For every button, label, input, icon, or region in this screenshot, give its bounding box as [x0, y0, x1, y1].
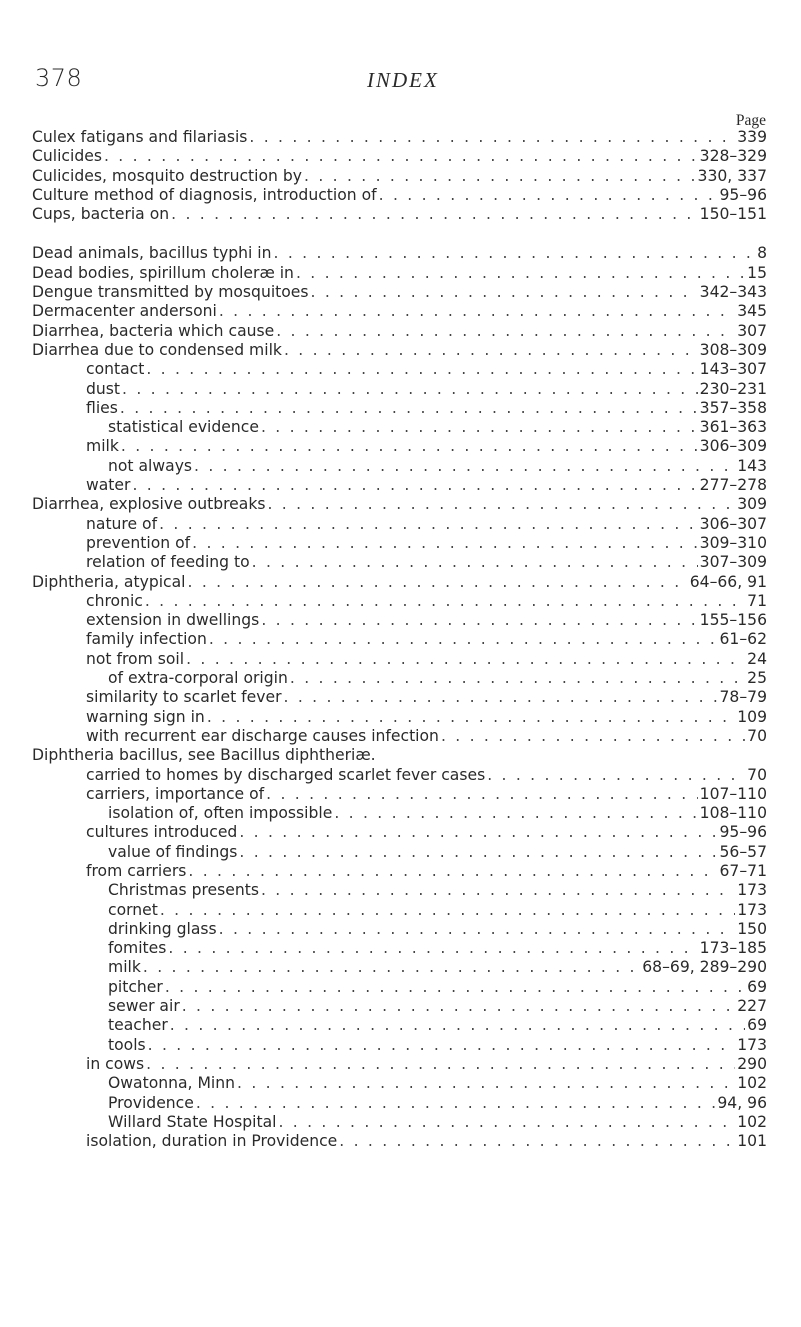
entry-page-reference: 24: [747, 649, 767, 668]
entry-page-reference: 339: [737, 128, 767, 146]
entry-label: Christmas presents: [108, 881, 259, 900]
entry-label: similarity to scarlet fever: [86, 688, 282, 707]
dot-leader: [249, 128, 735, 147]
entry-label: Culex fatigans and filariasis: [32, 128, 248, 146]
dot-leader: [196, 1094, 716, 1113]
entry-page-reference: 277–278: [699, 476, 767, 495]
index-entry: [32, 843, 767, 862]
dot-leader: [311, 283, 698, 302]
dot-leader: [207, 708, 735, 727]
index-entry: [32, 128, 767, 147]
index-entry: [32, 1055, 767, 1074]
dot-leader: [121, 437, 698, 456]
index-entry: [32, 573, 767, 592]
dot-leader: [132, 476, 697, 495]
index-entry: [32, 186, 767, 205]
entry-page-reference: 309–310: [699, 533, 767, 552]
page-number: 378: [35, 64, 83, 92]
entry-page-reference: 230–231: [699, 379, 767, 398]
index-entry: [32, 1132, 767, 1151]
entry-label: carriers, importance of: [86, 784, 265, 803]
entry-label: Willard State Hospital: [108, 1112, 277, 1131]
entry-label: milk: [108, 958, 141, 977]
dot-leader: [104, 147, 698, 166]
index-entry: [32, 901, 767, 920]
dot-leader: [261, 881, 735, 900]
page-column-heading: Page: [735, 112, 766, 129]
entry-label: Diarrhea due to condensed milk: [32, 340, 282, 359]
index-entry: [32, 978, 767, 997]
entry-label: flies: [86, 398, 118, 417]
index-entry: [32, 205, 767, 224]
index-entry: [32, 244, 767, 263]
entry-label: family infection: [86, 630, 207, 649]
entry-page-reference: 95–96: [719, 823, 767, 842]
dot-leader: [487, 766, 745, 785]
entry-page-reference: 173: [737, 900, 767, 919]
dot-leader: [239, 823, 717, 842]
entry-page-reference: 94, 96: [717, 1093, 767, 1112]
dot-leader: [219, 302, 735, 321]
dot-leader: [165, 978, 745, 997]
entry-page-reference: 143–307: [699, 360, 767, 379]
entry-page-reference: 109: [737, 707, 767, 726]
entry-page-reference: 143: [737, 456, 767, 475]
index-entry: [32, 360, 767, 379]
index-entry: [32, 650, 767, 669]
index-entry: [32, 669, 767, 688]
index-entry: [32, 958, 767, 977]
index-entry: [32, 147, 767, 166]
dot-leader: [334, 804, 697, 823]
dot-leader: [145, 592, 745, 611]
entry-page-reference: 64–66, 91: [689, 572, 767, 591]
entry-page-reference: 290: [737, 1054, 767, 1073]
index-entry: [32, 1016, 767, 1035]
index-entry: [32, 495, 767, 514]
dot-leader: [148, 1036, 736, 1055]
entry-label: dust: [86, 379, 121, 398]
index-entry: [32, 322, 767, 341]
index-entry: [32, 1094, 767, 1113]
dot-leader: [261, 611, 697, 630]
entry-label: relation of feeding to: [86, 553, 250, 572]
index-entry: [32, 283, 767, 302]
dot-leader: [209, 630, 718, 649]
dot-leader: [274, 244, 756, 263]
dot-leader: [239, 843, 717, 862]
entry-label: isolation of, often impossible: [108, 804, 333, 823]
entry-page-reference: 150: [737, 919, 767, 938]
index-entry: [32, 302, 767, 321]
entry-label: Providence: [108, 1093, 194, 1112]
entry-page-reference: 25: [747, 669, 767, 688]
entry-page-reference: 342–343: [699, 283, 767, 302]
dot-leader: [122, 380, 698, 399]
dot-leader: [267, 495, 735, 514]
entry-page-reference: 78–79: [719, 688, 767, 707]
dot-leader: [261, 418, 698, 437]
entry-label: Owatonna, Minn: [108, 1074, 236, 1093]
entry-label: Culture method of diagnosis, introduction of: [32, 185, 377, 204]
index-entry: [32, 881, 767, 900]
dot-leader: [296, 264, 745, 283]
entry-label: Diphtheria, atypical: [32, 572, 186, 591]
entry-page-reference: 308–309: [699, 340, 767, 359]
dot-leader: [219, 920, 736, 939]
entry-label: warning sign in: [86, 707, 205, 726]
entry-page-reference: 15: [747, 263, 767, 282]
entry-page-reference: 155–156: [699, 611, 767, 630]
entry-page-reference: 328–329: [699, 147, 767, 166]
index-entry: [32, 804, 767, 823]
dot-leader: [441, 727, 745, 746]
entry-page-reference: 330, 337: [697, 166, 767, 185]
dot-leader: [284, 341, 698, 360]
entry-page-reference: 306–307: [699, 514, 767, 533]
dot-leader: [276, 322, 735, 341]
entry-label: milk: [86, 437, 119, 456]
entry-page-reference: 173–185: [699, 939, 767, 958]
index-entry: [32, 399, 767, 418]
entry-label: Dengue transmitted by mosquitoes: [32, 283, 309, 302]
dot-leader: [146, 360, 697, 379]
index-entry: [32, 688, 767, 707]
entry-page-reference: 108–110: [699, 804, 767, 823]
entry-page-reference: 70: [747, 765, 767, 784]
dot-leader: [304, 167, 696, 186]
dot-leader: [194, 457, 735, 476]
dot-leader: [159, 515, 698, 534]
dot-leader: [143, 958, 640, 977]
dot-leader: [188, 862, 717, 881]
index-entry: [32, 1074, 767, 1093]
index-entry: [32, 515, 767, 534]
index-entry: [32, 341, 767, 360]
dot-leader: [120, 399, 698, 418]
dot-leader: [146, 1055, 735, 1074]
entry-label: extension in dwellings: [86, 611, 260, 630]
index-entry: [32, 746, 767, 765]
index-entry: [32, 437, 767, 456]
index-entry: [32, 457, 767, 476]
entry-label: Culicides: [32, 147, 102, 166]
entry-label: Dead animals, bacillus typhi in: [32, 244, 272, 263]
entry-page-reference: 102: [737, 1112, 767, 1131]
entry-page-reference: 68–69, 289–290: [642, 958, 767, 977]
entry-label: value of findings: [108, 842, 238, 861]
entry-page-reference: 67–71: [719, 861, 767, 880]
entry-label: in cows: [86, 1054, 145, 1073]
index-entry: [32, 1036, 767, 1055]
entry-label: isolation, duration in Providence: [86, 1132, 338, 1151]
index-entry: [32, 997, 767, 1016]
entry-label: Diarrhea, bacteria which cause: [32, 321, 275, 340]
index-entry: [32, 708, 767, 727]
entry-label: carried to homes by discharged scarlet fever cases: [86, 765, 486, 784]
index-entry: [32, 1113, 767, 1132]
entry-page-reference: 307–309: [699, 553, 767, 572]
entry-page-reference: 309: [737, 495, 767, 514]
dot-leader: [192, 534, 698, 553]
page-title: INDEX: [367, 68, 439, 92]
index-entry: [32, 553, 767, 572]
dot-leader: [379, 186, 718, 205]
entry-page-reference: 306–309: [699, 437, 767, 456]
index-entry: [32, 418, 767, 437]
entry-page-reference: 61–62: [719, 630, 767, 649]
entry-label: contact: [86, 360, 145, 379]
index-entry: [32, 785, 767, 804]
entry-label: Dermacenter andersoni: [32, 302, 217, 321]
entry-page-reference: 361–363: [699, 418, 767, 437]
index-entry: [32, 264, 767, 283]
dot-leader: [160, 901, 735, 920]
entry-page-reference: 345: [737, 302, 767, 321]
group-gap: [32, 224, 767, 244]
index-entry: [32, 611, 767, 630]
entry-label: prevention of: [86, 533, 191, 552]
dot-leader: [266, 785, 698, 804]
entry-label: not from soil: [86, 649, 185, 668]
index-entry: [32, 380, 767, 399]
dot-leader: [284, 688, 718, 707]
index-entries: [32, 128, 767, 1151]
index-entry: [32, 534, 767, 553]
index-entry: [32, 823, 767, 842]
entry-label: cornet: [108, 900, 158, 919]
index-entry: [32, 939, 767, 958]
dot-leader: [171, 205, 698, 224]
entry-page-reference: 227: [737, 997, 767, 1016]
entry-label: pitcher: [108, 977, 163, 996]
index-entry: [32, 476, 767, 495]
dot-leader: [290, 669, 745, 688]
index-entry: [32, 727, 767, 746]
entry-label: tools: [108, 1035, 146, 1054]
entry-label: Cups, bacteria on: [32, 205, 170, 224]
index-entry: [32, 862, 767, 881]
entry-label: Dead bodies, spirillum choleræ in: [32, 263, 294, 282]
entry-page-reference: 95–96: [719, 185, 767, 204]
dot-leader: [170, 1016, 745, 1035]
entry-page-reference: 70: [747, 726, 767, 745]
entry-label: Culicides, mosquito destruction by: [32, 166, 303, 185]
index-entry: [32, 167, 767, 186]
entry-page-reference: 173: [737, 881, 767, 900]
entry-page-reference: 69: [747, 1016, 767, 1035]
entry-label: from carriers: [86, 861, 187, 880]
index-entry: [32, 920, 767, 939]
dot-leader: [278, 1113, 735, 1132]
entry-page-reference: 307: [737, 321, 767, 340]
entry-page-reference: 8: [757, 244, 767, 263]
dot-leader: [182, 997, 736, 1016]
entry-page-reference: 173: [737, 1035, 767, 1054]
dot-leader: [188, 573, 688, 592]
entry-page-reference: 107–110: [699, 784, 767, 803]
entry-label: water: [86, 476, 131, 495]
index-entry: [32, 592, 767, 611]
entry-page-reference: 71: [747, 591, 767, 610]
index-entry: [32, 630, 767, 649]
entry-label: sewer air: [108, 997, 180, 1016]
entry-label: Diphtheria bacillus, see Bacillus diphtheriæ.: [32, 746, 376, 765]
entry-label: with recurrent ear discharge causes infection: [86, 726, 439, 745]
entry-label: teacher: [108, 1016, 168, 1035]
dot-leader: [168, 939, 697, 958]
entry-page-reference: 150–151: [699, 205, 767, 224]
index-entry: [32, 766, 767, 785]
entry-label: fomites: [108, 939, 167, 958]
dot-leader: [252, 553, 698, 572]
entry-page-reference: 357–358: [699, 398, 767, 417]
entry-label: not always: [108, 456, 193, 475]
entry-label: nature of: [86, 514, 158, 533]
entry-page-reference: 56–57: [719, 842, 767, 861]
dot-leader: [339, 1132, 735, 1151]
entry-page-reference: 102: [737, 1074, 767, 1093]
entry-label: cultures introduced: [86, 823, 238, 842]
entry-page-reference: 101: [737, 1132, 767, 1151]
dot-leader: [237, 1074, 735, 1093]
entry-label: drinking glass: [108, 919, 217, 938]
entry-label: chronic: [86, 591, 143, 610]
entry-label: Diarrhea, explosive outbreaks: [32, 495, 266, 514]
entry-label: statistical evidence: [108, 418, 259, 437]
entry-label: of extra-corporal origin: [108, 669, 288, 688]
entry-page-reference: 69: [747, 977, 767, 996]
dot-leader: [186, 650, 745, 669]
